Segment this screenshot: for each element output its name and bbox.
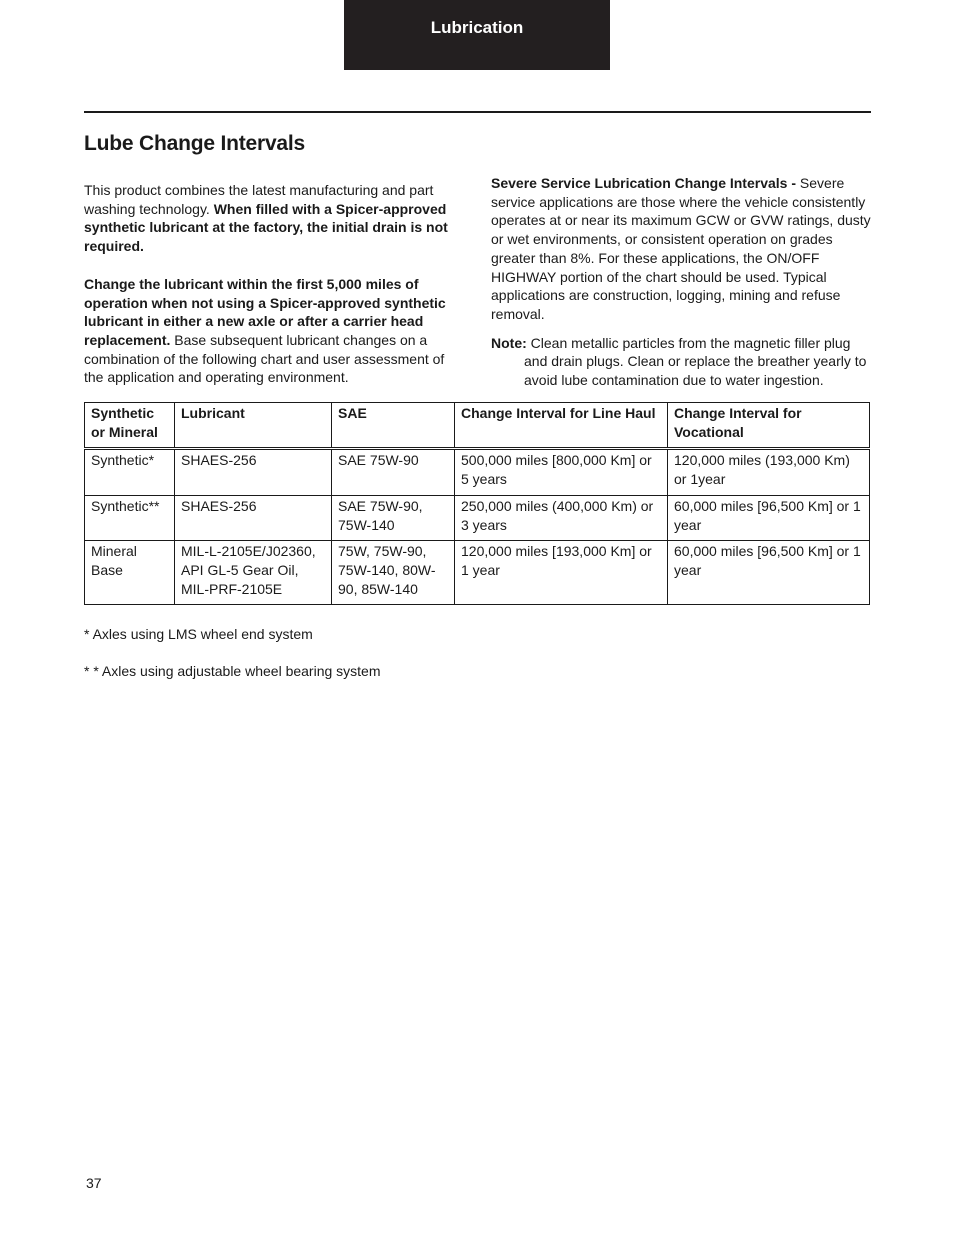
change-bold-text: Change the lubricant within the first 5,000 miles of operation when not using a Spicer-approved synthetic lubricant in either a new axle or after a carrier head replacement.	[84, 275, 446, 348]
change-text: Base subsequent lubricant changes on a combination of the following chart and user assessment of the application and operating environment.	[84, 331, 445, 386]
table-cell: SHAES-256	[175, 495, 332, 540]
column-header: Synthetic or Mineral	[85, 403, 175, 449]
table-cell: SAE 75W-90	[332, 449, 455, 495]
footnote-lms: * Axles using LMS wheel end system	[84, 626, 313, 642]
table-cell: Synthetic*	[85, 449, 175, 495]
severe-service-heading: Severe Service Lubrication Change Intervals -	[491, 175, 800, 191]
table-cell: 60,000 miles [96,500 Km] or 1 year	[668, 495, 870, 540]
table-cell: 60,000 miles [96,500 Km] or 1 year	[668, 541, 870, 605]
left-column	[84, 181, 454, 387]
column-header: Lubricant	[175, 403, 332, 449]
severe-service-paragraph	[491, 174, 871, 324]
table-cell: 250,000 miles (400,000 Km) or 3 years	[455, 495, 668, 540]
column-header: SAE	[332, 403, 455, 449]
table-cell: MIL-L-2105E/J02360, API GL-5 Gear Oil, MIL-PRF-2105E	[175, 541, 332, 605]
table-cell: 120,000 miles (193,000 Km) or 1year	[668, 449, 870, 495]
note-label: Note:	[491, 334, 527, 351]
note-text: Clean metallic particles from the magnetic filler plug and drain plugs. Clean or replace the breather yearly to avoid lube contamination due to water ingestion.	[524, 334, 867, 389]
header-divider	[84, 111, 871, 113]
severe-service-text: Severe service applications are those where the vehicle consistently operates at or near its maximum GCW or GVW ratings, dusty or wet environments, or consistent operation on grades greater than 8%. For these applications, the ON/OFF HIGHWAY portion of the chart should be used. Typical applications are construction, logging, mining and refuse removal.	[491, 175, 871, 322]
note-paragraph	[491, 334, 871, 390]
table-cell: 120,000 miles [193,000 Km] or 1 year	[455, 541, 668, 605]
lube-interval-table	[84, 402, 870, 605]
footnote-adjustable-bearing: * * Axles using adjustable wheel bearing system	[84, 663, 381, 679]
table-header-row	[85, 403, 870, 449]
section-tab: Lubrication	[344, 0, 610, 70]
table-row	[85, 449, 870, 495]
table-row	[85, 541, 870, 605]
page-number: 37	[86, 1175, 102, 1191]
column-header: Change Interval for Vocational	[668, 403, 870, 449]
table-cell: SHAES-256	[175, 449, 332, 495]
table-row	[85, 495, 870, 540]
intro-bold-text: When filled with a Spicer-approved synthetic lubricant at the factory, the initial drain is not required.	[84, 200, 448, 255]
table-cell: Mineral Base	[85, 541, 175, 605]
table-cell: 75W, 75W-90, 75W-140, 80W-90, 85W-140	[332, 541, 455, 605]
intro-paragraph	[84, 181, 454, 256]
table-cell: Synthetic**	[85, 495, 175, 540]
change-paragraph	[84, 275, 454, 387]
table-cell: 500,000 miles [800,000 Km] or 5 years	[455, 449, 668, 495]
page-title: Lube Change Intervals	[84, 132, 306, 155]
table-cell: SAE 75W-90, 75W-140	[332, 495, 455, 540]
column-header: Change Interval for Line Haul	[455, 403, 668, 449]
right-column	[491, 174, 871, 390]
intro-text: This product combines the latest manufacturing and part washing technology.	[84, 182, 434, 217]
